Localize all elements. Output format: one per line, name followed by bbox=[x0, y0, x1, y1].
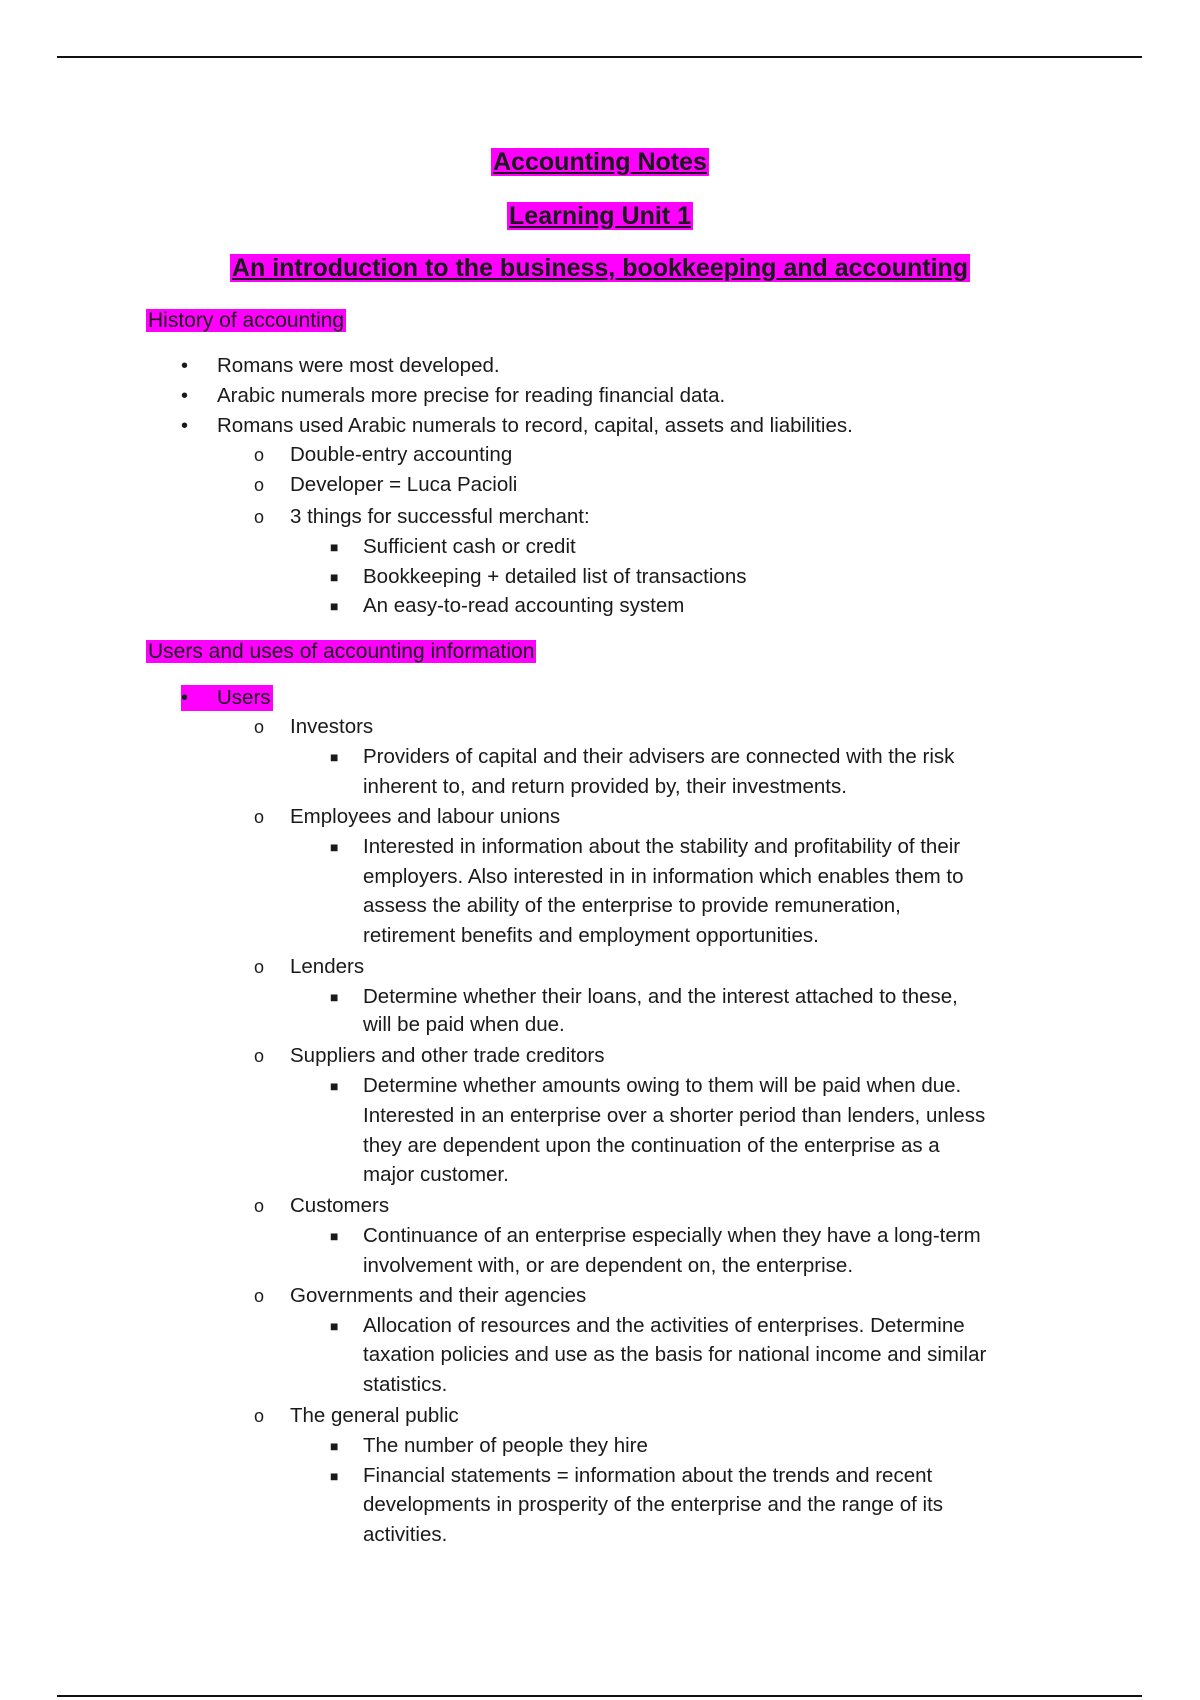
square-bullet-icon: ■ bbox=[330, 839, 339, 855]
list-item: o The general public bbox=[290, 1401, 459, 1431]
circle-bullet-icon: o bbox=[254, 1046, 265, 1066]
list-item-continuation: major customer. bbox=[363, 1163, 509, 1186]
circle-bullet-icon: o bbox=[254, 807, 265, 827]
document-title: Accounting Notes bbox=[493, 148, 707, 176]
square-bullet-icon: ■ bbox=[330, 598, 339, 614]
list-item: o Developer = Luca Pacioli bbox=[290, 470, 517, 500]
list-item: o Lenders bbox=[290, 952, 364, 982]
list-item: o Governments and their agencies bbox=[290, 1281, 586, 1311]
list-item-users: • Users bbox=[217, 683, 271, 713]
list-item: ■ An easy-to-read accounting system bbox=[363, 591, 684, 621]
list-item: ■ Interested in information about the stability and profitability of their bbox=[363, 832, 960, 862]
list-item: ■ Continuance of an enterprise especially when they have a long-term bbox=[363, 1221, 981, 1251]
square-bullet-icon: ■ bbox=[330, 1078, 339, 1094]
bullet-icon: • bbox=[181, 415, 189, 437]
square-bullet-icon: ■ bbox=[330, 539, 339, 555]
bullet-icon: • bbox=[181, 385, 189, 407]
topic-title: An introduction to the business, bookkeeping and accounting bbox=[231, 254, 969, 282]
list-item: ■ Determine whether their loans, and the interest attached to these, bbox=[363, 982, 958, 1012]
list-item: o Double-entry accounting bbox=[290, 440, 512, 470]
list-item-continuation: statistics. bbox=[363, 1373, 448, 1396]
circle-bullet-icon: o bbox=[254, 717, 265, 737]
list-item-continuation: activities. bbox=[363, 1523, 448, 1546]
list-item-continuation: will be paid when due. bbox=[363, 1013, 565, 1036]
list-item-continuation: they are dependent upon the continuation of the enterprise as a bbox=[363, 1134, 940, 1157]
square-bullet-icon: ■ bbox=[330, 989, 339, 1005]
list-item-continuation: involvement with, or are dependent on, the enterprise. bbox=[363, 1254, 854, 1277]
list-item-continuation: employers. Also interested in in information which enables them to bbox=[363, 865, 964, 888]
circle-bullet-icon: o bbox=[254, 1406, 265, 1426]
unit-title: Learning Unit 1 bbox=[509, 202, 691, 230]
header-rule bbox=[57, 56, 1142, 58]
list-item: ■ Allocation of resources and the activities of enterprises. Determine bbox=[363, 1311, 965, 1341]
list-item: • Romans were most developed. bbox=[217, 351, 500, 381]
list-item-continuation: taxation policies and use as the basis for national income and similar bbox=[363, 1343, 987, 1366]
list-item: • Romans used Arabic numerals to record, capital, assets and liabilities. bbox=[217, 411, 853, 441]
square-bullet-icon: ■ bbox=[330, 1318, 339, 1334]
list-item: o Customers bbox=[290, 1191, 389, 1221]
bullet-icon: • bbox=[181, 687, 189, 709]
list-item-continuation: developments in prosperity of the enterprise and the range of its bbox=[363, 1493, 944, 1516]
square-bullet-icon: ■ bbox=[330, 1468, 339, 1484]
section-heading-history: History of accounting bbox=[148, 309, 345, 332]
list-item: o 3 things for successful merchant: bbox=[290, 502, 590, 532]
list-item: ■ Determine whether amounts owing to them will be paid when due. bbox=[363, 1071, 961, 1101]
square-bullet-icon: ■ bbox=[330, 1228, 339, 1244]
circle-bullet-icon: o bbox=[254, 475, 265, 495]
circle-bullet-icon: o bbox=[254, 1286, 265, 1306]
list-item: ■ Bookkeeping + detailed list of transactions bbox=[363, 562, 746, 592]
list-item: ■ Financial statements = information about the trends and recent bbox=[363, 1461, 932, 1491]
list-item-continuation: inherent to, and return provided by, their investments. bbox=[363, 775, 847, 798]
list-item: o Suppliers and other trade creditors bbox=[290, 1041, 605, 1071]
list-item: ■ Sufficient cash or credit bbox=[363, 532, 576, 562]
footer-rule bbox=[57, 1695, 1142, 1697]
circle-bullet-icon: o bbox=[254, 445, 265, 465]
square-bullet-icon: ■ bbox=[330, 569, 339, 585]
section-heading-users: Users and uses of accounting information bbox=[148, 640, 535, 663]
bullet-icon: • bbox=[181, 355, 189, 377]
list-item-continuation: assess the ability of the enterprise to provide remuneration, bbox=[363, 894, 901, 917]
list-item: • Arabic numerals more precise for reading financial data. bbox=[217, 381, 725, 411]
circle-bullet-icon: o bbox=[254, 1196, 265, 1216]
square-bullet-icon: ■ bbox=[330, 1438, 339, 1454]
list-item: ■ The number of people they hire bbox=[363, 1431, 648, 1461]
list-item-continuation: Interested in an enterprise over a shorter period than lenders, unless bbox=[363, 1104, 986, 1127]
list-item: o Employees and labour unions bbox=[290, 802, 560, 832]
list-item: ■ Providers of capital and their advisers are connected with the risk bbox=[363, 742, 954, 772]
list-item-continuation: retirement benefits and employment opportunities. bbox=[363, 924, 819, 947]
square-bullet-icon: ■ bbox=[330, 749, 339, 765]
list-item: o Investors bbox=[290, 712, 373, 742]
circle-bullet-icon: o bbox=[254, 507, 265, 527]
circle-bullet-icon: o bbox=[254, 957, 265, 977]
